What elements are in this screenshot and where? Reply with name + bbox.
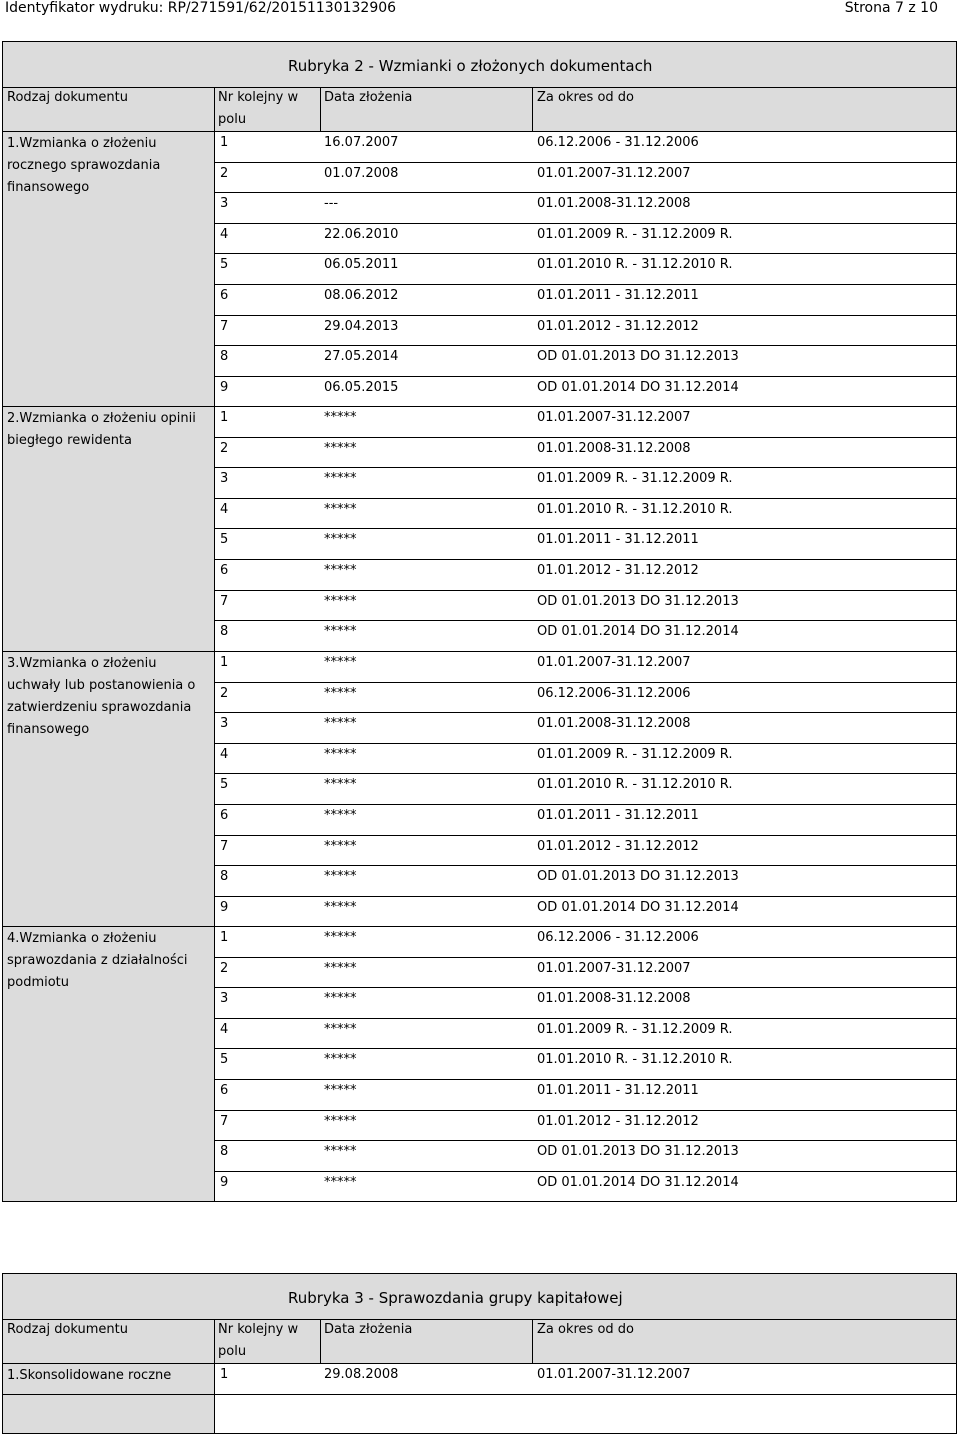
seq-number: 5 [220, 532, 229, 547]
filing-date: ***** [324, 1144, 357, 1159]
column-header-period: Za okres od do [537, 1322, 634, 1337]
seq-number: 3 [220, 716, 229, 731]
filing-date: 16.07.2007 [324, 135, 399, 150]
reporting-period: 01.01.2009 R. - 31.12.2009 R. [537, 227, 733, 242]
seq-number: 3 [220, 196, 229, 211]
reporting-period: 01.01.2007-31.12.2007 [537, 410, 691, 425]
reporting-period: 06.12.2006 - 31.12.2006 [537, 930, 699, 945]
reporting-period: 01.01.2012 - 31.12.2012 [537, 839, 699, 854]
reporting-period: 01.01.2010 R. - 31.12.2010 R. [537, 257, 733, 272]
filing-date: 08.06.2012 [324, 288, 399, 303]
reporting-period: 01.01.2011 - 31.12.2011 [537, 808, 699, 823]
filing-date: ***** [324, 930, 357, 945]
seq-number: 7 [220, 839, 229, 854]
seq-number: 8 [220, 349, 229, 364]
reporting-period: 01.01.2007-31.12.2007 [537, 961, 691, 976]
filing-date: ***** [324, 1114, 357, 1129]
seq-number: 1 [220, 1367, 229, 1382]
seq-number: 9 [220, 380, 229, 395]
reporting-period: OD 01.01.2014 DO 31.12.2014 [537, 380, 739, 395]
column-header-seq: Nr kolejny w [218, 90, 299, 105]
reporting-period: 06.12.2006-31.12.2006 [537, 686, 691, 701]
seq-number: 7 [220, 594, 229, 609]
filing-date: ***** [324, 1175, 357, 1190]
document-type-label: 1.Wzmianka o złożeniu rocznego sprawozdania finansowego [7, 136, 161, 195]
filing-date: ***** [324, 441, 357, 456]
section-title: Rubryka 2 - Wzmianki o złożonych dokumentach [288, 57, 653, 75]
seq-number: 2 [220, 961, 229, 976]
filing-date: 01.07.2008 [324, 166, 399, 181]
filing-date: 06.05.2011 [324, 257, 399, 272]
filing-date: ***** [324, 563, 357, 578]
filing-date: ***** [324, 991, 357, 1006]
filing-date: ***** [324, 655, 357, 670]
reporting-period: 01.01.2008-31.12.2008 [537, 441, 691, 456]
reporting-period: 01.01.2009 R. - 31.12.2009 R. [537, 1022, 733, 1037]
reporting-period: 01.01.2011 - 31.12.2011 [537, 288, 699, 303]
filing-date: ***** [324, 808, 357, 823]
seq-number: 7 [220, 1114, 229, 1129]
reporting-period: 01.01.2010 R. - 31.12.2010 R. [537, 777, 733, 792]
seq-number: 1 [220, 655, 229, 670]
filing-date: ***** [324, 686, 357, 701]
document-type-label: 1.Skonsolidowane roczne [7, 1368, 172, 1383]
seq-number: 8 [220, 869, 229, 884]
column-header-date: Data złożenia [324, 90, 413, 105]
filing-date: ***** [324, 532, 357, 547]
column-header-period: Za okres od do [537, 90, 634, 105]
print-identifier: Identyfikator wydruku: RP/271591/62/20151130132906 [5, 0, 397, 16]
reporting-period: 01.01.2010 R. - 31.12.2010 R. [537, 502, 733, 517]
seq-number: 6 [220, 288, 229, 303]
filing-date: 06.05.2015 [324, 380, 399, 395]
reporting-period: 06.12.2006 - 31.12.2006 [537, 135, 699, 150]
seq-number: 1 [220, 410, 229, 425]
reporting-period: 01.01.2007-31.12.2007 [537, 1367, 691, 1382]
column-header-doc-type: Rodzaj dokumentu [7, 90, 128, 105]
reporting-period: 01.01.2011 - 31.12.2011 [537, 532, 699, 547]
filing-date: ***** [324, 869, 357, 884]
filing-date: ***** [324, 471, 357, 486]
seq-number: 8 [220, 624, 229, 639]
reporting-period: 01.01.2009 R. - 31.12.2009 R. [537, 747, 733, 762]
seq-number: 7 [220, 319, 229, 334]
continuation-cell-row [214, 1394, 957, 1434]
seq-number: 6 [220, 1083, 229, 1098]
seq-number: 5 [220, 777, 229, 792]
filing-date: ***** [324, 1022, 357, 1037]
document-type-label: 2.Wzmianka o złożeniu opinii biegłego rewidenta [7, 411, 196, 448]
section-title: Rubryka 3 - Sprawozdania grupy kapitałowej [288, 1289, 623, 1307]
filing-date: ***** [324, 410, 357, 425]
reporting-period: 01.01.2008-31.12.2008 [537, 196, 691, 211]
filing-date: ***** [324, 961, 357, 976]
column-header-seq-line2: polu [218, 1344, 247, 1359]
reporting-period: 01.01.2011 - 31.12.2011 [537, 1083, 699, 1098]
seq-number: 4 [220, 227, 229, 242]
reporting-period: 01.01.2012 - 31.12.2012 [537, 563, 699, 578]
reporting-period: OD 01.01.2013 DO 31.12.2013 [537, 349, 739, 364]
seq-number: 1 [220, 930, 229, 945]
seq-number: 6 [220, 563, 229, 578]
reporting-period: 01.01.2007-31.12.2007 [537, 166, 691, 181]
filing-date: ***** [324, 747, 357, 762]
reporting-period: OD 01.01.2013 DO 31.12.2013 [537, 594, 739, 609]
column-header-seq-line2: polu [218, 112, 247, 127]
seq-number: 4 [220, 1022, 229, 1037]
reporting-period: 01.01.2008-31.12.2008 [537, 991, 691, 1006]
filing-date: --- [324, 196, 339, 211]
seq-number: 8 [220, 1144, 229, 1159]
seq-number: 2 [220, 686, 229, 701]
seq-number: 6 [220, 808, 229, 823]
seq-number: 4 [220, 747, 229, 762]
reporting-period: 01.01.2009 R. - 31.12.2009 R. [537, 471, 733, 486]
filing-date: ***** [324, 624, 357, 639]
column-header-doc-type: Rodzaj dokumentu [7, 1322, 128, 1337]
filing-date: ***** [324, 839, 357, 854]
filing-date: 29.08.2008 [324, 1367, 399, 1382]
filing-date: ***** [324, 1052, 357, 1067]
filing-date: ***** [324, 594, 357, 609]
seq-number: 5 [220, 257, 229, 272]
reporting-period: 01.01.2010 R. - 31.12.2010 R. [537, 1052, 733, 1067]
reporting-period: 01.01.2008-31.12.2008 [537, 716, 691, 731]
seq-number: 5 [220, 1052, 229, 1067]
seq-number: 2 [220, 166, 229, 181]
seq-number: 2 [220, 441, 229, 456]
seq-number: 3 [220, 471, 229, 486]
reporting-period: OD 01.01.2014 DO 31.12.2014 [537, 624, 739, 639]
filing-date: ***** [324, 900, 357, 915]
seq-number: 1 [220, 135, 229, 150]
reporting-period: 01.01.2007-31.12.2007 [537, 655, 691, 670]
reporting-period: 01.01.2012 - 31.12.2012 [537, 319, 699, 334]
continuation-cell-doc-type [2, 1394, 215, 1434]
document-type-label: 4.Wzmianka o złożeniu sprawozdania z działalności podmiotu [7, 931, 188, 990]
seq-number: 4 [220, 502, 229, 517]
filing-date: ***** [324, 1083, 357, 1098]
filing-date: 27.05.2014 [324, 349, 399, 364]
filing-date: 22.06.2010 [324, 227, 399, 242]
reporting-period: OD 01.01.2013 DO 31.12.2013 [537, 1144, 739, 1159]
filing-date: ***** [324, 777, 357, 792]
reporting-period: OD 01.01.2014 DO 31.12.2014 [537, 1175, 739, 1190]
page-number: Strona 7 z 10 [844, 0, 938, 16]
reporting-period: OD 01.01.2013 DO 31.12.2013 [537, 869, 739, 884]
seq-number: 9 [220, 900, 229, 915]
column-header-seq: Nr kolejny w [218, 1322, 299, 1337]
column-header-date: Data złożenia [324, 1322, 413, 1337]
filing-date: 29.04.2013 [324, 319, 399, 334]
reporting-period: OD 01.01.2014 DO 31.12.2014 [537, 900, 739, 915]
document-type-label: 3.Wzmianka o złożeniu uchwały lub postanowienia o zatwierdzeniu sprawozdania finansowego [7, 656, 196, 737]
filing-date: ***** [324, 502, 357, 517]
filing-date: ***** [324, 716, 357, 731]
seq-number: 3 [220, 991, 229, 1006]
seq-number: 9 [220, 1175, 229, 1190]
reporting-period: 01.01.2012 - 31.12.2012 [537, 1114, 699, 1129]
